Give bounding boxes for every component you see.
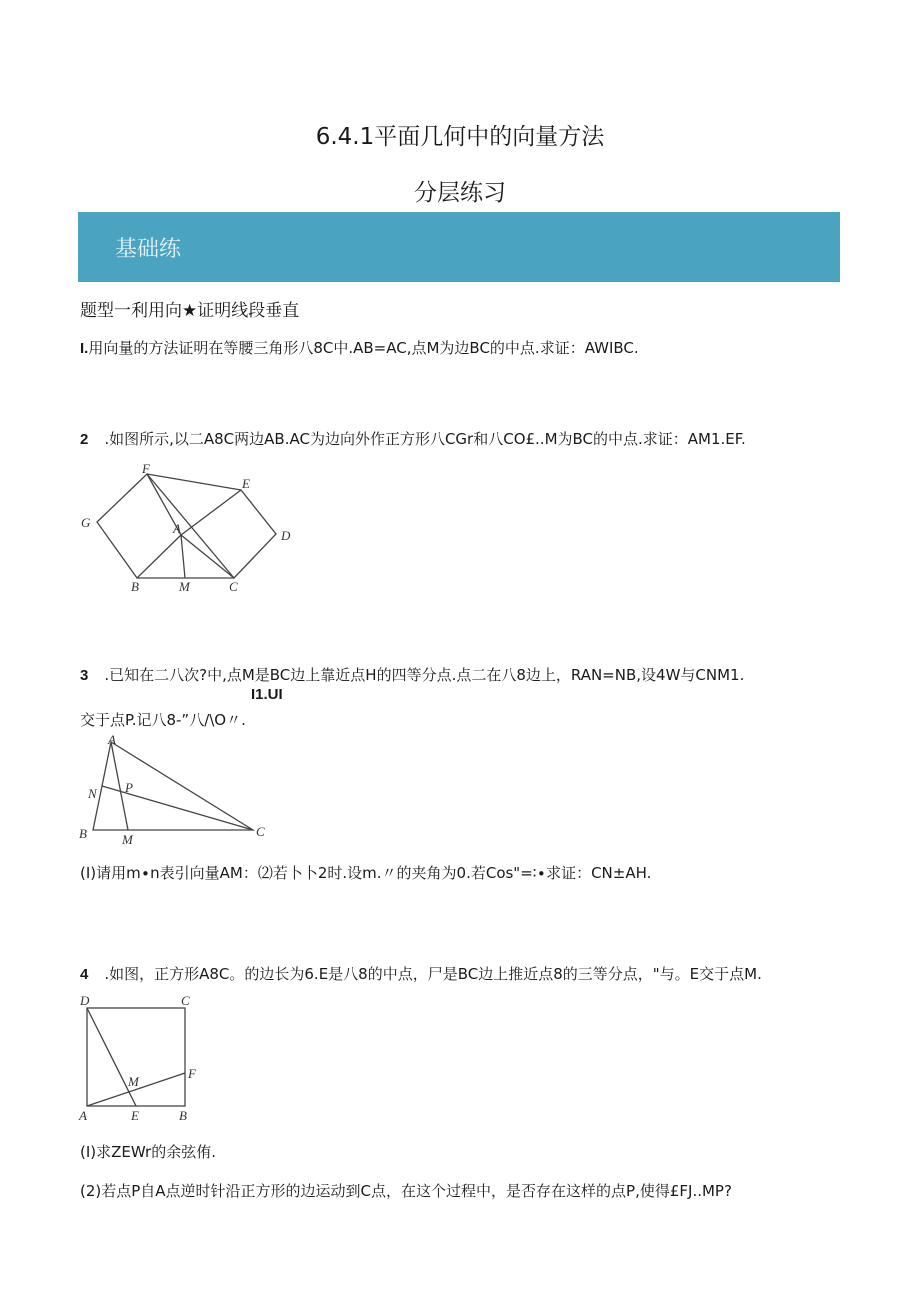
label-g: G: [81, 515, 91, 530]
label-d: D: [80, 993, 90, 1008]
label-b: B: [79, 826, 87, 841]
label-n: N: [88, 786, 97, 801]
label-a: A: [108, 734, 116, 747]
question-2: [80, 428, 746, 449]
figure-3: [75, 734, 275, 844]
label-b: B: [131, 579, 139, 594]
square-aced: [181, 490, 276, 578]
question-number: 2: [80, 431, 89, 448]
banner-label: 基础练: [115, 237, 182, 262]
label-c: C: [256, 824, 265, 839]
question-number: 4: [80, 966, 89, 983]
question-text: .如图，正方形A8C。的边长为6.E是八8的中点，尸是BC边上推近点8的三等分点，"与。E交于点M.: [104, 965, 762, 983]
segment-fe: [147, 474, 241, 490]
label-e: E: [131, 1108, 139, 1123]
segment-am: [181, 535, 185, 578]
figure-2: [75, 462, 305, 597]
question-3: [80, 664, 744, 685]
label-m: M: [179, 579, 190, 594]
label-c: C: [229, 579, 238, 594]
figure-4: [75, 988, 215, 1128]
section-banner: [78, 212, 840, 282]
triangle-abc: [93, 742, 253, 830]
question-text: 用向量的方法证明在等腰三角形八8C中.AB=AC,点M为边BC的中点.求证：AWIBC.: [88, 339, 639, 357]
question-3-part1: (I)请用m∙n表引向量AM：⑵若卜卜2时.设m.〃的夹角为0.若Cos"=∶∙求证：CN±AH.: [80, 864, 652, 882]
label-f: F: [188, 1066, 196, 1081]
page-title: 6.4.1平面几何中的向量方法: [315, 124, 605, 150]
label-m: M: [128, 1074, 139, 1089]
label-a: A: [79, 1108, 87, 1123]
segment-fc: [147, 474, 234, 578]
label-f: F: [142, 462, 150, 476]
question-number: 3: [80, 667, 89, 684]
label-b: B: [179, 1108, 187, 1123]
square-abgf: [97, 474, 181, 578]
label-e: E: [242, 476, 250, 491]
question-3-line2: 交于点P.记八8-”八/\O〃.: [80, 711, 246, 729]
label-d: D: [281, 528, 291, 543]
question-4-part2: (2)若点P自A点逆时针沿正方形的边运动到C点，在这个过程中，是否存在这样的点P,使得£FJ..MP?: [80, 1182, 732, 1200]
label-c: C: [181, 993, 190, 1008]
question-4-part1: (I)求ZEWr的余弦侑.: [80, 1143, 216, 1161]
page-subtitle: 分层练习: [414, 180, 506, 206]
square-abcd: [87, 1008, 185, 1106]
question-number: I.: [80, 340, 89, 357]
question-1: [80, 337, 639, 358]
question-3-overlay: I1.UI: [251, 686, 283, 703]
label-a: A: [173, 521, 181, 536]
question-4: [80, 963, 762, 984]
question-text: .如图所示,以二A8C两边AB.AC为边向外作正方形八CGr和八CO£..M为BC的中点.求证：AM1.EF.: [104, 430, 746, 448]
question-text: .已知在二八次?中,点M是BC边上靠近点H的四等分点.点二在八8边上，RAN=NB,设4W与CNM1.: [104, 666, 745, 684]
section-heading: 题型一利用向★证明线段垂直: [80, 301, 300, 321]
label-m: M: [122, 832, 133, 844]
label-p: P: [125, 780, 133, 795]
